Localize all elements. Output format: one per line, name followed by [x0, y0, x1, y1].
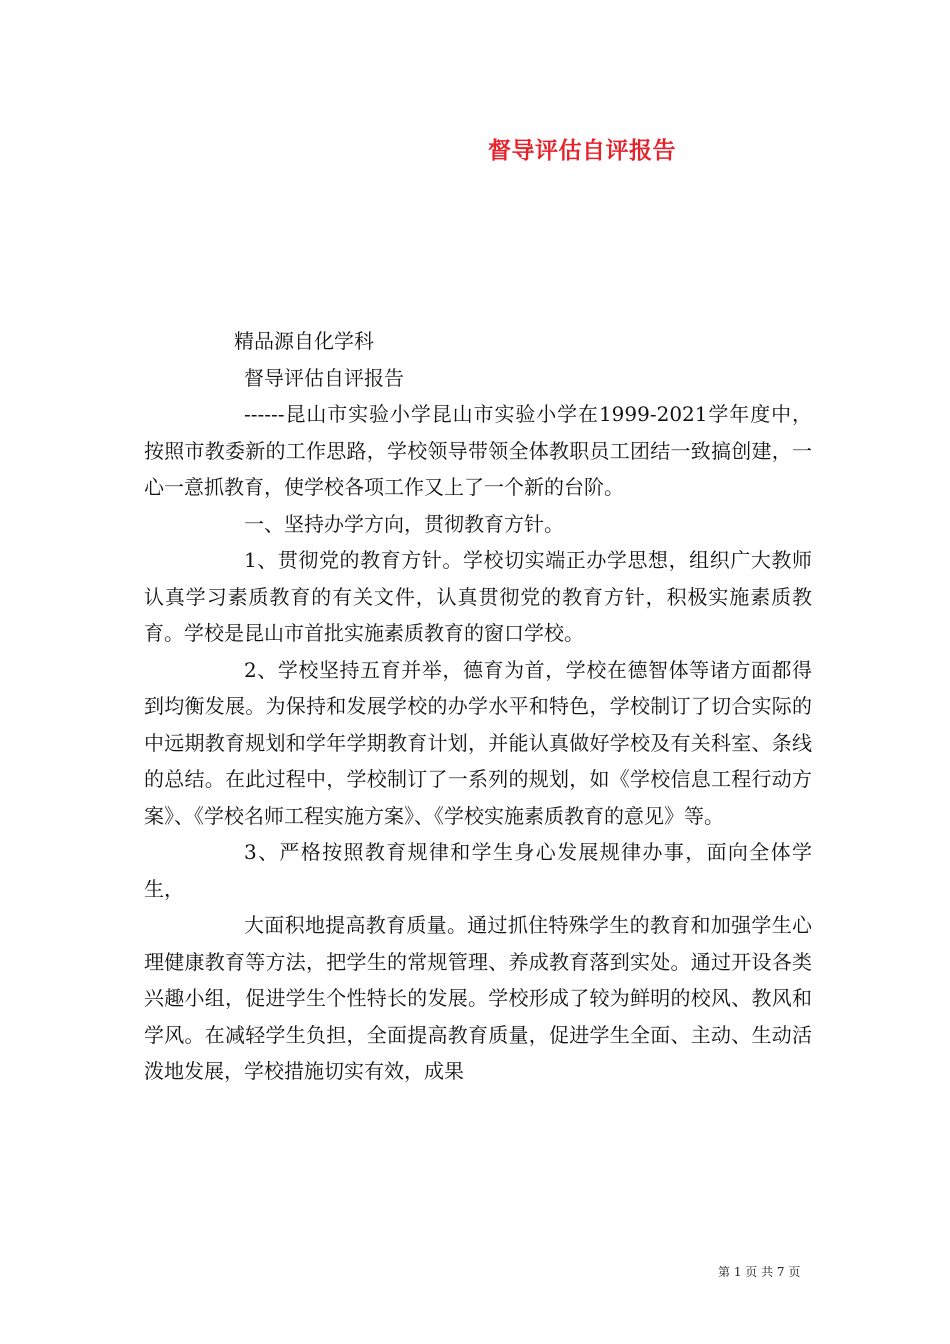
- paragraph-item-1: 1、贯彻党的教育方针。学校切实端正办学思想，组织广大教师认真学习素质教育的有关文件，认真贯彻党的教育方针，积极实施素质教育。学校是昆山市首批实施素质教育的窗口学校。: [144, 548, 812, 645]
- section-heading: 一、坚持办学方向，贯彻教育方针。: [244, 511, 564, 536]
- paragraph-continued: 大面积地提高教育质量。通过抓住特殊学生的教育和加强学生心理健康教育等方法，把学生的常规管理、养成教育落到实处。通过开设各类兴趣小组，促进学生个性特长的发展。学校形成了较为鲜明的校风、教风和学风。在减轻学生负担，全面提高教育质量，促进学生全面、主动、生动活泼地发展，学校措施切实有效，成果: [144, 913, 812, 1083]
- report-subtitle: 督导评估自评报告: [244, 365, 404, 390]
- document-title: 督导评估自评报告: [488, 137, 676, 164]
- paragraph-item-3: 3、严格按照教育规律和学生身心发展规律办事，面向全体学生，: [144, 840, 812, 901]
- paragraph-item-2: 2、学校坚持五育并举，德育为首，学校在德智体等诸方面都得到均衡发展。为保持和发展学校的办学水平和特色，学校制订了切合实际的中远期教育规划和学年学期教育计划，并能认真做好学校及有关科室、条线的总结。在此过程中，学校制订了一系列的规划，如《学校信息工程行动方案》、《学校名师工程实施方案》、《学校实施素质教育的意见》等。: [144, 657, 812, 828]
- intro-paragraph: ------昆山市实验小学昆山市实验小学在1999-2021学年度中，按照市教委新的工作思路，学校领导带领全体教职员工团结一致搞创建，一心一意抓教育，使学校各项工作又上了一个新的台阶。: [144, 402, 812, 499]
- document-body: [144, 323, 812, 1090]
- source-line: 精品源自化学科: [234, 329, 374, 353]
- page-number: 第 1 页 共 7 页: [718, 1265, 801, 1279]
